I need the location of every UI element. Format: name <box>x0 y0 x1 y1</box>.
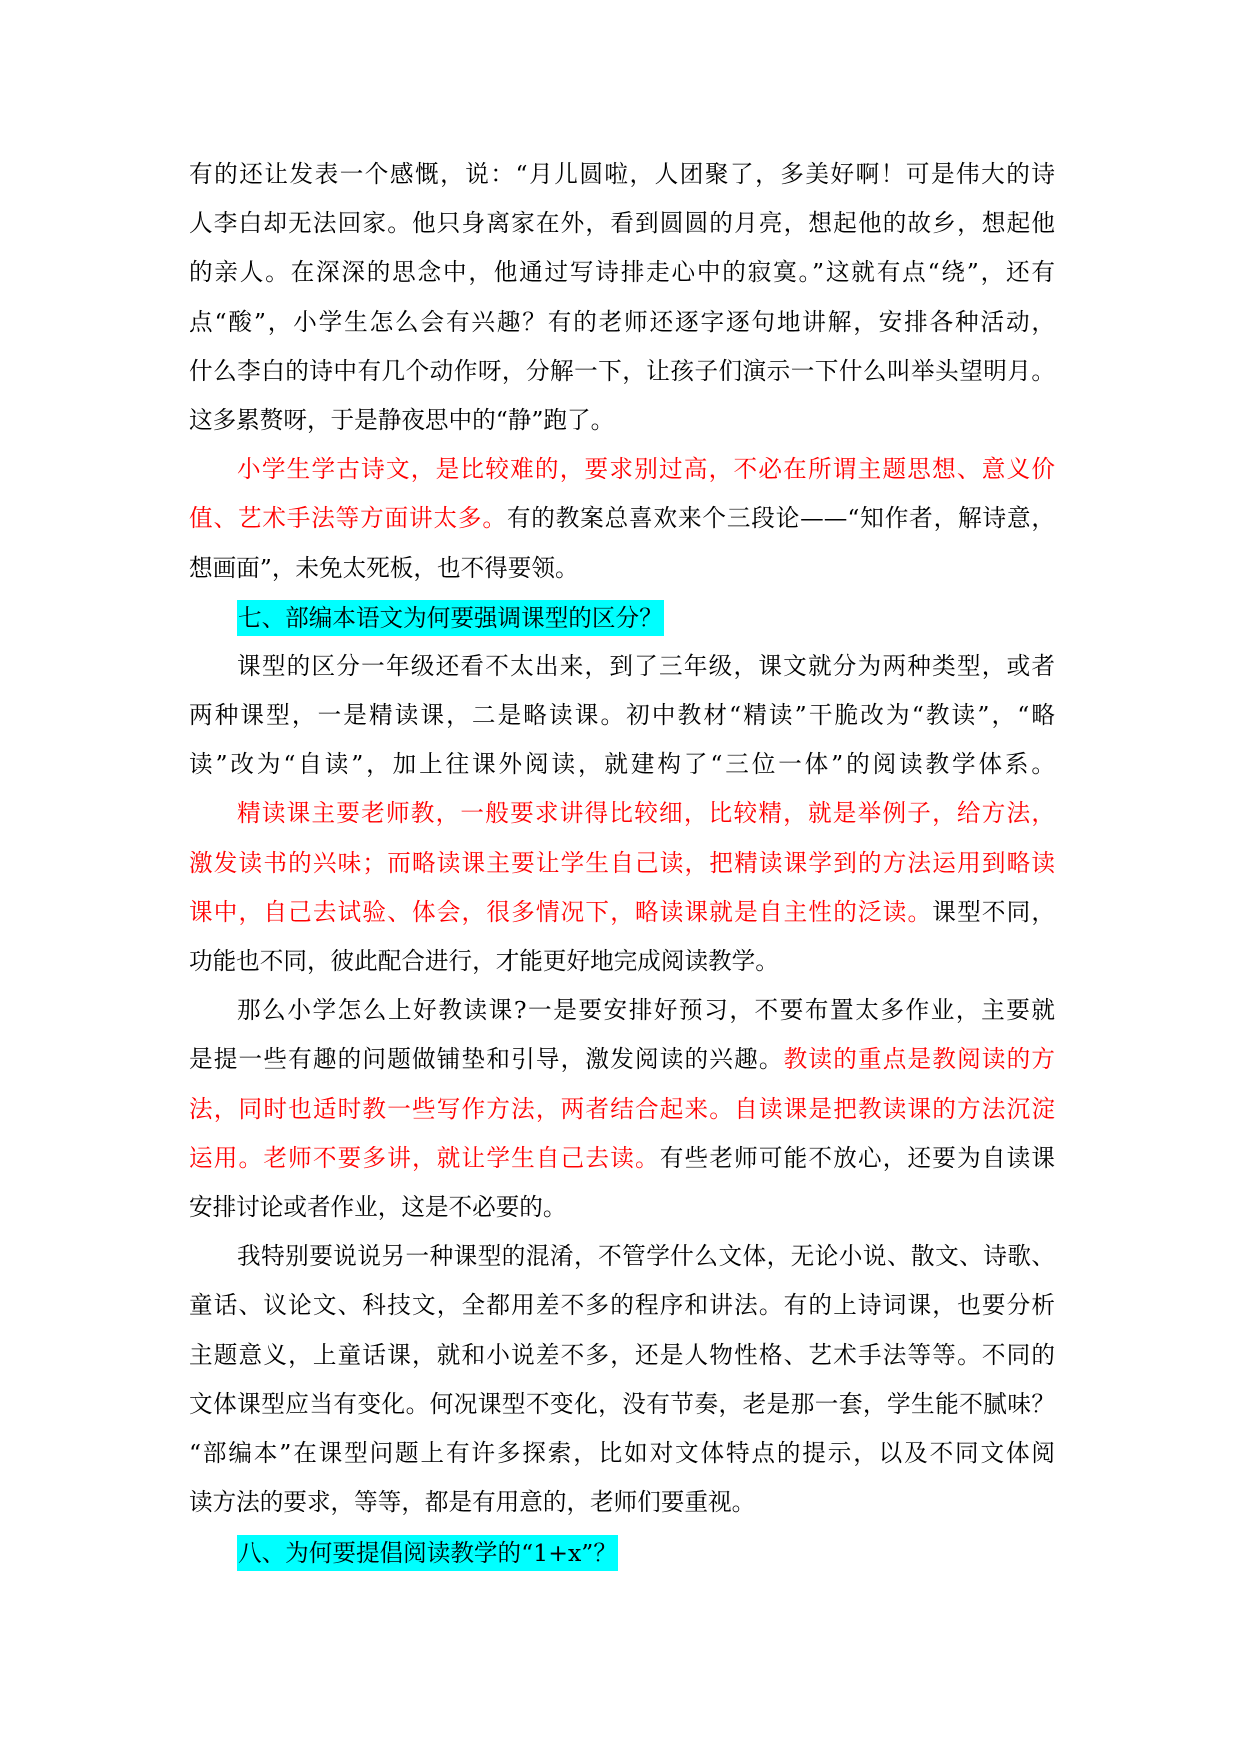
text-line <box>189 642 1055 691</box>
text-line <box>189 1085 1055 1134</box>
text-line <box>189 494 1055 543</box>
section-heading <box>189 593 1055 642</box>
text-line <box>189 298 1055 347</box>
text-line <box>189 839 1055 888</box>
text-segment: 童话、议论文、科技文，全都用差不多的程序和讲法。有的上诗词课，也要分析 <box>189 1291 1055 1320</box>
text-segment: 点“酸”，小学生怎么会有兴趣？有的老师还逐字逐句地讲解，安排各种活动， <box>189 307 1055 336</box>
emphasis-text: 精读课主要老师教，一般要求讲得比较细，比较精，就是举例子，给方法， <box>237 799 1055 828</box>
text-line <box>189 199 1055 248</box>
text-line <box>189 740 1055 789</box>
text-line <box>189 937 1055 986</box>
emphasis-text: 小学生学古诗文，是比较难的，要求别过高，不必在所谓主题思想、意义价 <box>237 455 1055 484</box>
emphasis-text: 激发读书的兴味；而略读课主要让学生自己读，把精读课学到的方法运用到略读 <box>189 848 1055 877</box>
text-line <box>189 986 1055 1035</box>
text-line <box>189 1035 1055 1084</box>
heading-highlight: 八、为何要提倡阅读教学的“1+x”？ <box>237 1535 618 1571</box>
text-segment: 安排讨论或者作业，这是不必要的。 <box>189 1192 567 1221</box>
text-segment: 课型的区分一年级还看不太出来，到了三年级，课文就分为两种类型，或者 <box>237 651 1055 680</box>
emphasis-text: 运用。老师不要多讲，就让学生自己去读。 <box>189 1143 660 1172</box>
body-paragraph <box>189 445 1055 593</box>
heading-highlight: 七、部编本语文为何要强调课型的区分？ <box>237 600 664 636</box>
emphasis-text: 教读的重点是教阅读的方 <box>783 1045 1056 1074</box>
text-line <box>189 396 1055 445</box>
body-paragraph <box>189 789 1055 986</box>
text-line <box>189 1134 1055 1183</box>
text-line <box>189 1478 1055 1527</box>
text-segment: 那么小学怎么上好教读课?一是要安排好预习，不要布置太多作业，主要就 <box>237 996 1055 1025</box>
body-paragraph <box>189 986 1055 1232</box>
text-segment: 什么李白的诗中有几个动作呀，分解一下，让孩子们演示一下什么叫举头望明月。 <box>189 356 1055 385</box>
text-segment: 想画面”，未免太死板，也不得要领。 <box>189 553 579 582</box>
emphasis-text: 法，同时也适时教一些写作方法，两者结合起来。自读课是把教读课的方法沉淀 <box>189 1094 1055 1123</box>
text-line <box>189 1429 1055 1478</box>
text-line <box>189 1380 1055 1429</box>
text-line <box>189 347 1055 396</box>
text-line <box>189 789 1055 838</box>
text-segment: 读方法的要求，等等，都是有用意的，老师们要重视。 <box>189 1488 756 1517</box>
text-segment: 有的教案总喜欢来个三段论——“知作者，解诗意， <box>506 504 1055 533</box>
text-segment: 这多累赘呀，于是静夜思中的“静”跑了。 <box>189 405 615 434</box>
text-segment: 读”改为“自读”，加上往课外阅读，就建构了“三位一体”的阅读教学体系。 <box>189 750 1055 779</box>
text-line <box>189 888 1055 937</box>
text-line <box>189 1281 1055 1330</box>
text-segment: 我特别要说说另一种课型的混淆，不管学什么文体，无论小说、散文、诗歌、 <box>237 1242 1055 1271</box>
text-line <box>189 1183 1055 1232</box>
text-line <box>189 150 1055 199</box>
text-segment: 有的还让发表一个感慨，说：“月儿圆啦，人团聚了，多美好啊！可是伟大的诗 <box>189 160 1055 188</box>
text-segment: 文体课型应当有变化。何况课型不变化，没有节奏，老是那一套，学生能不腻味？ <box>189 1389 1055 1418</box>
section-heading <box>189 1527 1055 1576</box>
text-line <box>189 445 1055 494</box>
text-line <box>189 691 1055 740</box>
text-line <box>189 544 1055 593</box>
text-segment: 两种课型，一是精读课，二是略读课。初中教材“精读”干脆改为“教读”，“略 <box>189 701 1055 730</box>
text-line <box>189 1232 1055 1281</box>
text-segment: 功能也不同，彼此配合进行，才能更好地完成阅读教学。 <box>189 947 779 975</box>
text-segment: 主题意义，上童话课，就和小说差不多，还是人物性格、艺术手法等等。不同的 <box>189 1340 1055 1369</box>
text-segment: 是提一些有趣的问题做铺垫和引导，激发阅读的兴趣。 <box>189 1045 784 1074</box>
body-paragraph <box>189 642 1055 790</box>
emphasis-text: 值、艺术手法等方面讲太多。 <box>189 504 507 533</box>
body-paragraph <box>189 1232 1055 1527</box>
text-segment: “部编本”在课型问题上有许多探索，比如对文体特点的提示，以及不同文体阅 <box>189 1438 1055 1467</box>
emphasis-text: 课中，自己去试验、体会，很多情况下，略读课就是自主性的泛读。 <box>189 897 933 926</box>
body-paragraph <box>189 150 1055 445</box>
text-segment: 的亲人。在深深的思念中，他通过写诗排走心中的寂寞。”这就有点“绕”，还有 <box>189 258 1055 287</box>
text-segment: 人李白却无法回家。他只身离家在外，看到圆圆的月亮，想起他的故乡，想起他 <box>189 209 1055 238</box>
text-segment: 课型不同， <box>932 897 1055 926</box>
document-body <box>189 150 1055 1576</box>
text-segment: 有些老师可能不放心，还要为自读课 <box>659 1143 1056 1172</box>
text-line <box>189 248 1055 297</box>
text-line <box>189 1331 1055 1380</box>
